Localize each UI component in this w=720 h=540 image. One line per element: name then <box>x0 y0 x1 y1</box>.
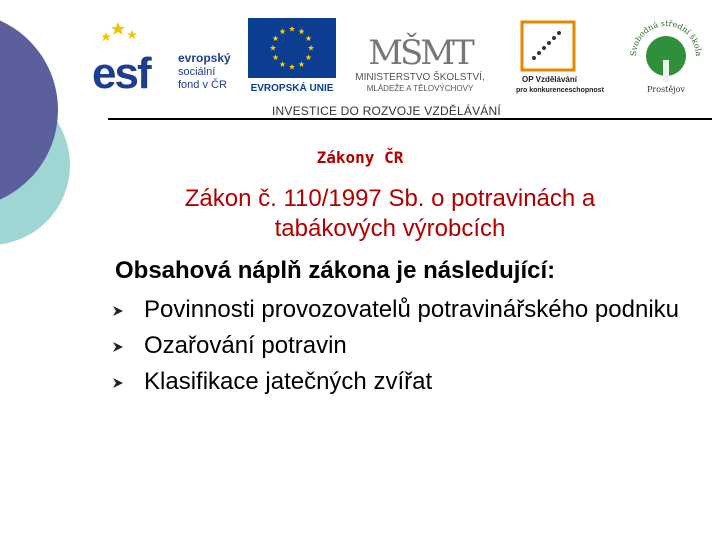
school-logo <box>628 10 704 102</box>
esf-line2: sociální <box>178 66 216 78</box>
dotted-line-icon <box>532 31 561 60</box>
list-item <box>110 295 710 325</box>
list-item <box>110 331 710 361</box>
bullet-list <box>110 295 710 403</box>
law-title: Zákon č. 110/1997 Sb. o potravinách a tabákových výrobcích <box>184 185 596 242</box>
school-logo-graphic <box>628 10 704 102</box>
eu-caption: EVROPSKÁ UNIE <box>250 83 334 94</box>
op-line1: OP Vzdělávání <box>522 75 577 84</box>
esf-mark: esf <box>92 49 150 94</box>
bullet-text: Ozařování potravin <box>144 332 347 359</box>
esf-line1: evropský <box>178 51 231 65</box>
eu-flag <box>246 18 340 94</box>
op-logo <box>508 16 604 96</box>
list-item <box>110 367 710 397</box>
arrow-bullet-icon <box>112 341 124 353</box>
intro-text: Obsahová náplň zákona je následující: <box>115 257 556 284</box>
msmt-line2: MLÁDEŽE A TĚLOVÝCHOVY <box>366 84 474 93</box>
op-logo-graphic <box>508 16 604 96</box>
bullet-text: Klasifikace jatečných zvířat <box>144 368 433 395</box>
star-icon <box>101 22 137 41</box>
op-line2: pro konkurenceschopnost <box>516 87 604 94</box>
msmt-line1: MINISTERSTVO ŠKOLSTVÍ, <box>355 72 485 83</box>
banner-divider <box>108 118 712 120</box>
esf-logo <box>92 16 242 94</box>
arrow-bullet-icon <box>112 305 124 317</box>
banner-text: INVESTICE DO ROZVOJE VZDĚLÁVÁNÍ <box>272 104 501 118</box>
eu-logo <box>246 18 340 94</box>
esf-logo-graphic <box>92 16 242 94</box>
bullet-text: Povinnosti provozovatelů potravinářského podniku <box>144 296 679 323</box>
msmt-logo-graphic <box>342 16 498 98</box>
school-city: Prostějov <box>647 85 685 94</box>
msmt-mark: MŠMT <box>368 33 472 73</box>
slide-title: Zákony ČR <box>316 148 404 167</box>
esf-line3: fond v ČR <box>178 79 227 91</box>
msmt-logo <box>342 16 498 98</box>
arrow-bullet-icon <box>112 377 124 389</box>
school-arc-text: Svobodná střední škola <box>628 18 704 57</box>
